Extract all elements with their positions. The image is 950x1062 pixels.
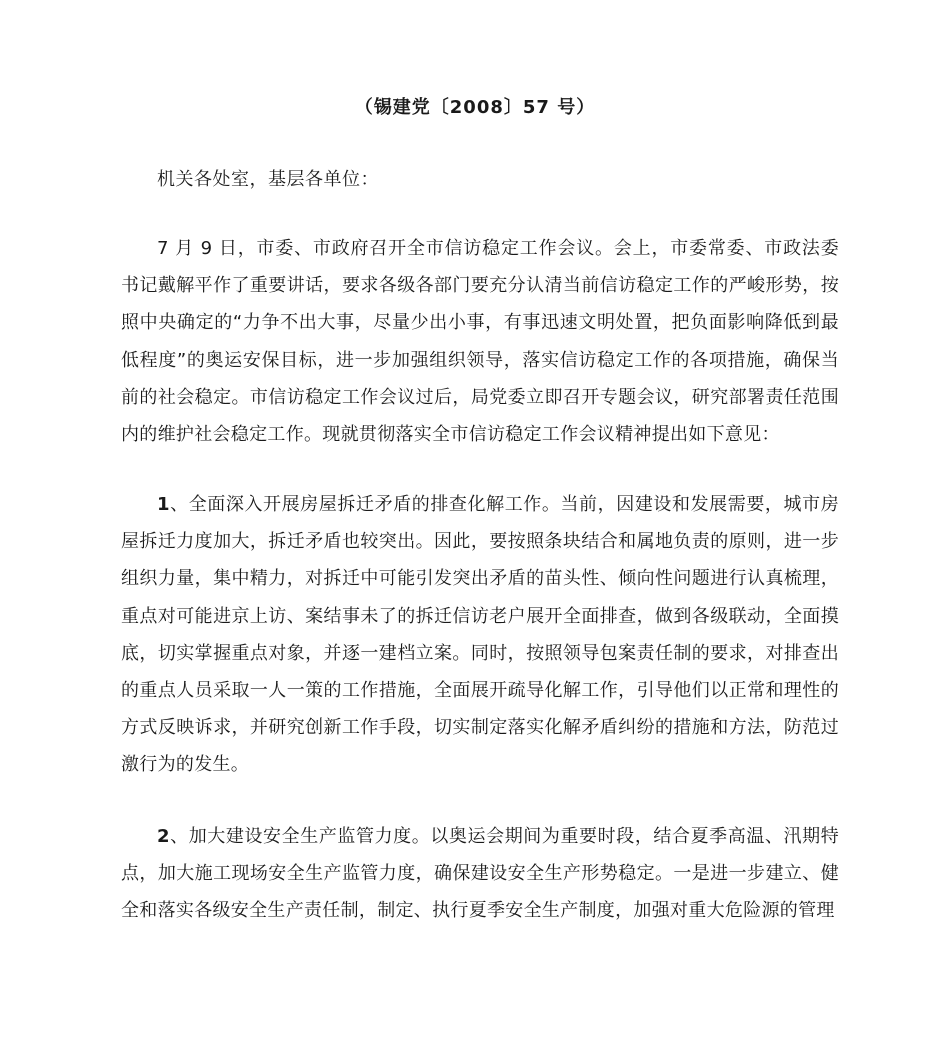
paragraph-intro [121,230,839,453]
paragraph-text: 7 月 9 日，市委、市政府召开全市信访稳定工作会议。会上，市委常委、市政法委书记戴解平作了重要讲话，要求各级各部门要充分认清当前信访稳定工作的严峻形势，按照中央确定的“力争不出大事，尽量少出小事，有事迅速文明处置，把负面影响降低到最低程度”的奥运安保目标，进一步加强组织领导，落实信访稳定工作的各项措施，确保当前的社会稳定。市信访稳定工作会议过后，局党委立即召开专题会议，研究部署责任范围内的维护社会稳定工作。现就贯彻落实全市信访稳定工作会议精神提出如下意见： [121,238,839,446]
item-number: 1 [157,494,170,515]
document-number: （锡建党〔2008〕57 号） [354,97,596,118]
paragraph-item-1 [121,486,839,784]
item-number: 2 [157,826,170,847]
salutation: 机关各处室，基层各单位： [157,169,379,190]
paragraph-text: 、全面深入开展房屋拆迁矛盾的排查化解工作。当前，因建设和发展需要，城市房屋拆迁力度加大，拆迁矛盾也较突出。因此，要按照条块结合和属地负责的原则，进一步组织力量，集中精力，对拆迁中可能引发突出矛盾的苗头性、倾向性问题进行认真梳理，重点对可能进京上访、案结事未了的拆迁信访老户展开全面排查，做到各级联动，全面摸底，切实掌握重点对象，并逐一建档立案。同时，按照领导包案责任制的要求，对排查出的重点人员采取一人一策的工作措施，全面展开疏导化解工作，引导他们以正常和理性的方式反映诉求，并研究创新工作手段，切实制定落实化解矛盾纠纷的措施和方法，防范过激行为的发生。 [121,494,839,776]
paragraph-text: 、加大建设安全生产监管力度。以奥运会期间为重要时段，结合夏季高温、汛期特点，加大施工现场安全生产监管力度，确保建设安全生产形势稳定。一是进一步建立、健全和落实各级安全生产责任制，制定、执行夏季安全生产制度，加强对重大危险源的管理 [121,826,839,922]
paragraph-item-2 [121,818,839,930]
